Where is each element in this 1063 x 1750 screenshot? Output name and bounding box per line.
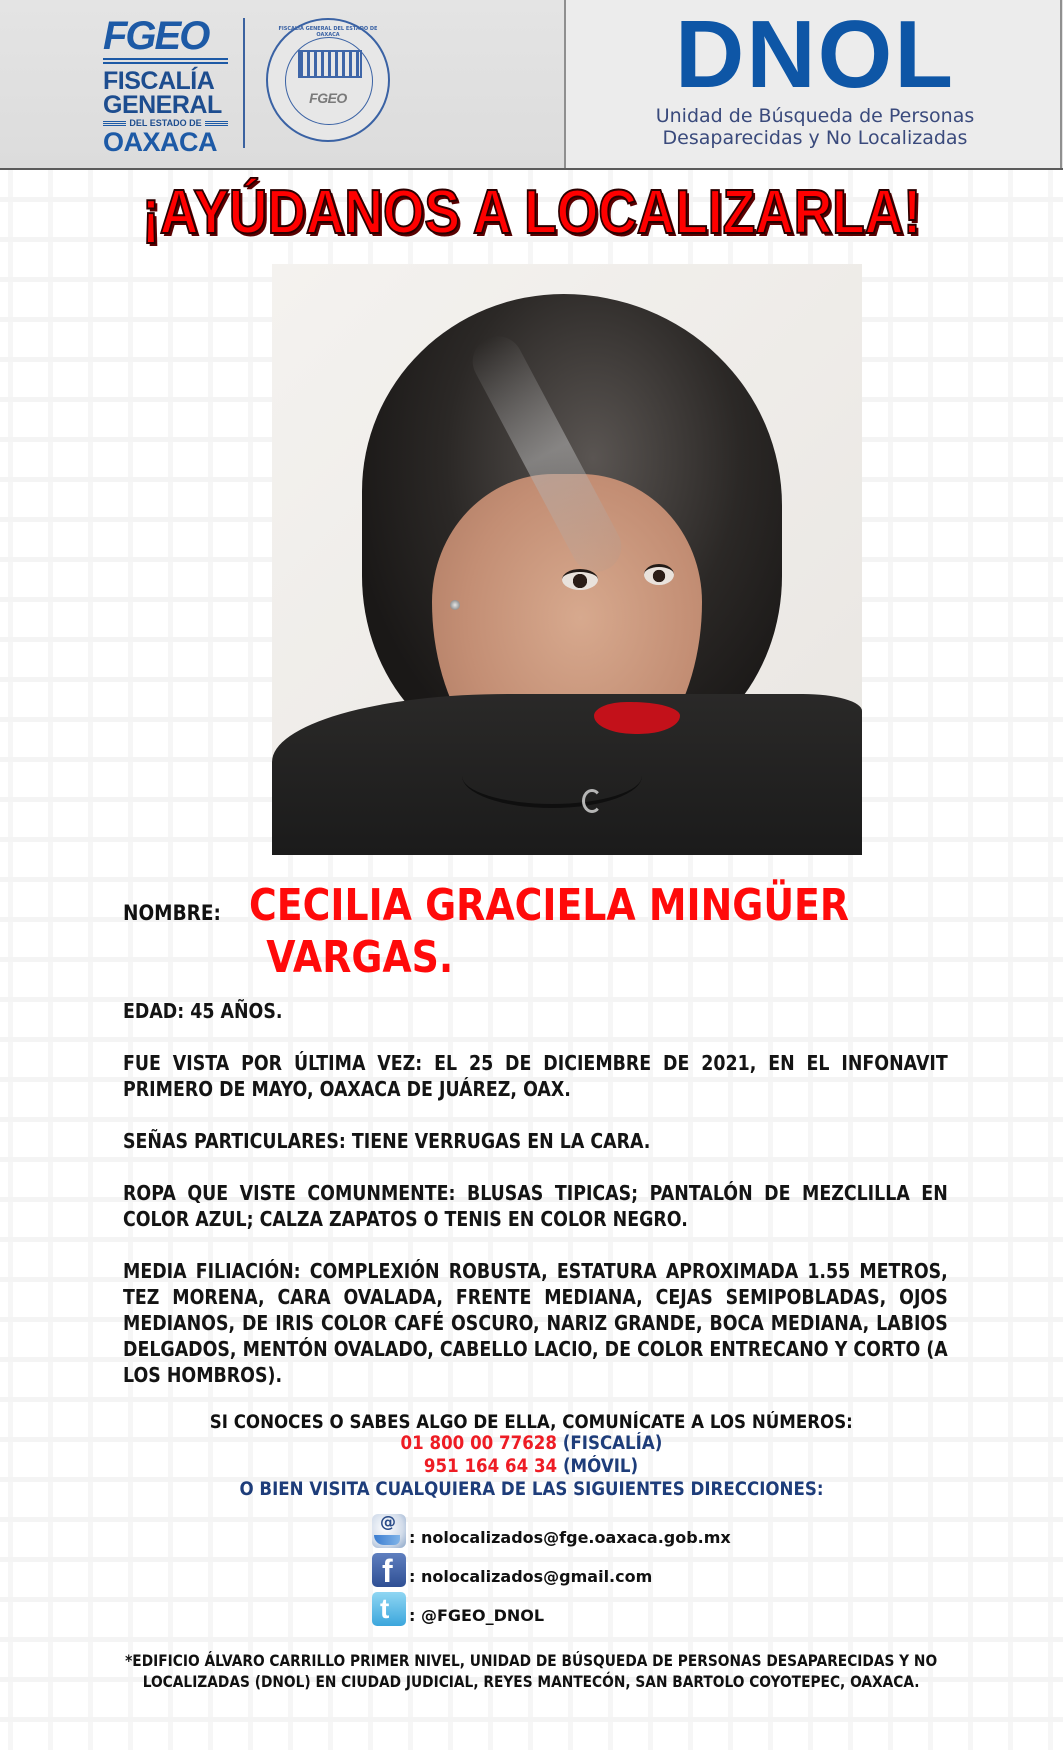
fgeo-line3: DEL ESTADO DE [129, 118, 202, 128]
photo-eye-right [644, 564, 674, 585]
building-icon [298, 50, 362, 78]
twitter-link[interactable]: : @FGEO_DNOL [409, 1606, 545, 1625]
last-seen-text: FUE VISTA POR ÚLTIMA VEZ: EL 25 DE DICIEMBRE DE 2021, EN EL INFONAVIT PRIMERO DE MAYO, OAXACA DE JUÁREZ, OAX. [123, 1051, 948, 1101]
physical-description-text: MEDIA FILIACIÓN: COMPLEXIÓN ROBUSTA, ESTATURA APROXIMADA 1.55 METROS, TEZ MORENA, CARA OVALADA, FRENTE MEDIANA, CEJAS SEMIPOBLADAS, OJOS MEDIANOS, DE IRIS COLOR CAFÉ OSCURO, NARIZ GRANDE, BOCA MEDIANA, LABIOS DELGADOS, MENTÓN OVALADO, CABELLO LACIO, DE COLOR ENTRECANO Y CORTO (A LOS HOMBROS). [123, 1259, 948, 1387]
photo-earring [450, 600, 460, 610]
fgeo-logo-panel [0, 0, 564, 168]
header-banner [0, 0, 1063, 170]
seal-ring-text: FISCALÍA GENERAL DEL ESTADO DE OAXACA [278, 26, 378, 38]
dnol-title: DNOL [675, 1, 955, 108]
dnol-subtitle-line2: Desaparecidas y No Localizadas [662, 127, 968, 149]
visit-text: O BIEN VISITA CUALQUIERA DE LAS SIGUIENTES DIRECCIONES: [239, 1479, 824, 1500]
twitter-icon: t [372, 1592, 406, 1626]
age-text: EDAD: 45 AÑOS. [123, 999, 283, 1023]
phone-number[interactable]: 951 164 64 34 [424, 1456, 558, 1477]
phone-label: (MÓVIL) [563, 1456, 639, 1477]
person-name-line1: CECILIA GRACIELA MINGÜER [249, 880, 850, 931]
phone-label: (FISCALÍA) [562, 1433, 663, 1454]
address-note [0, 1650, 1063, 1692]
facebook-icon: f [372, 1553, 406, 1587]
name-label: NOMBRE: [123, 901, 221, 925]
fgeo-acronym: FGEO [103, 14, 209, 58]
fgeo-rule [103, 58, 228, 66]
fgeo-seal-icon [266, 18, 390, 142]
email-link[interactable]: : nolocalizados@fge.oaxaca.gob.mx [409, 1528, 731, 1547]
fgeo-line4: OAXACA [103, 127, 218, 157]
address-line2: LOCALIZADAS (DNOL) EN CIUDAD JUDICIAL, REYES MANTECÓN, SAN BARTOLO COYOTEPEC, OAXACA. [143, 1672, 920, 1691]
phone-number[interactable]: 01 800 00 77628 [400, 1433, 558, 1454]
missing-person-photo [272, 264, 862, 855]
phone-fiscalia [0, 1433, 1063, 1455]
phone-movil [0, 1456, 1063, 1478]
photo-eye-left [562, 569, 598, 590]
social-facebook-row [372, 1551, 652, 1587]
fgeo-line2: GENERAL [103, 91, 222, 119]
dnol-subtitle-line1: Unidad de Búsqueda de Personas [655, 105, 975, 127]
photo-choker [462, 744, 642, 808]
fgeo-rule-right [205, 121, 228, 126]
name-section [123, 880, 948, 990]
fgeo-rule-left [103, 121, 126, 126]
facebook-link[interactable]: : nolocalizados@gmail.com [409, 1567, 653, 1586]
distinguishing-marks-text: SEÑAS PARTICULARES: TIENE VERRUGAS EN LA CARA. [123, 1129, 651, 1153]
headline: ¡AYÚDANOS A LOCALIZARLA! [141, 178, 922, 247]
clothing-text: ROPA QUE VISTE COMUNMENTE: BLUSAS TIPICAS; PANTALÓN DE MEZCLILLA EN COLOR AZUL; CALZA ZAPATOS O TENIS EN COLOR NEGRO. [123, 1181, 948, 1231]
social-email-row [372, 1512, 731, 1548]
social-twitter-row [372, 1590, 544, 1626]
logo-divider [243, 18, 245, 148]
person-name-line2: VARGAS. [266, 932, 454, 983]
photo-pendant [582, 789, 602, 813]
fgeo-logo [103, 16, 228, 156]
fgeo-line1: FISCALÍA [103, 67, 215, 95]
seal-center-text: FGEO [309, 90, 347, 106]
person-name [249, 880, 851, 984]
address-line1: *EDIFICIO ÁLVARO CARRILLO PRIMER NIVEL, UNIDAD DE BÚSQUEDA DE PERSONAS DESAPARECIDAS Y NO [125, 1651, 938, 1670]
contact-intro: SI CONOCES O SABES ALGO DE ELLA, COMUNÍCATE A LOS NÚMEROS: [209, 1412, 854, 1433]
email-icon [372, 1514, 406, 1548]
dnol-subtitle [600, 105, 1030, 149]
